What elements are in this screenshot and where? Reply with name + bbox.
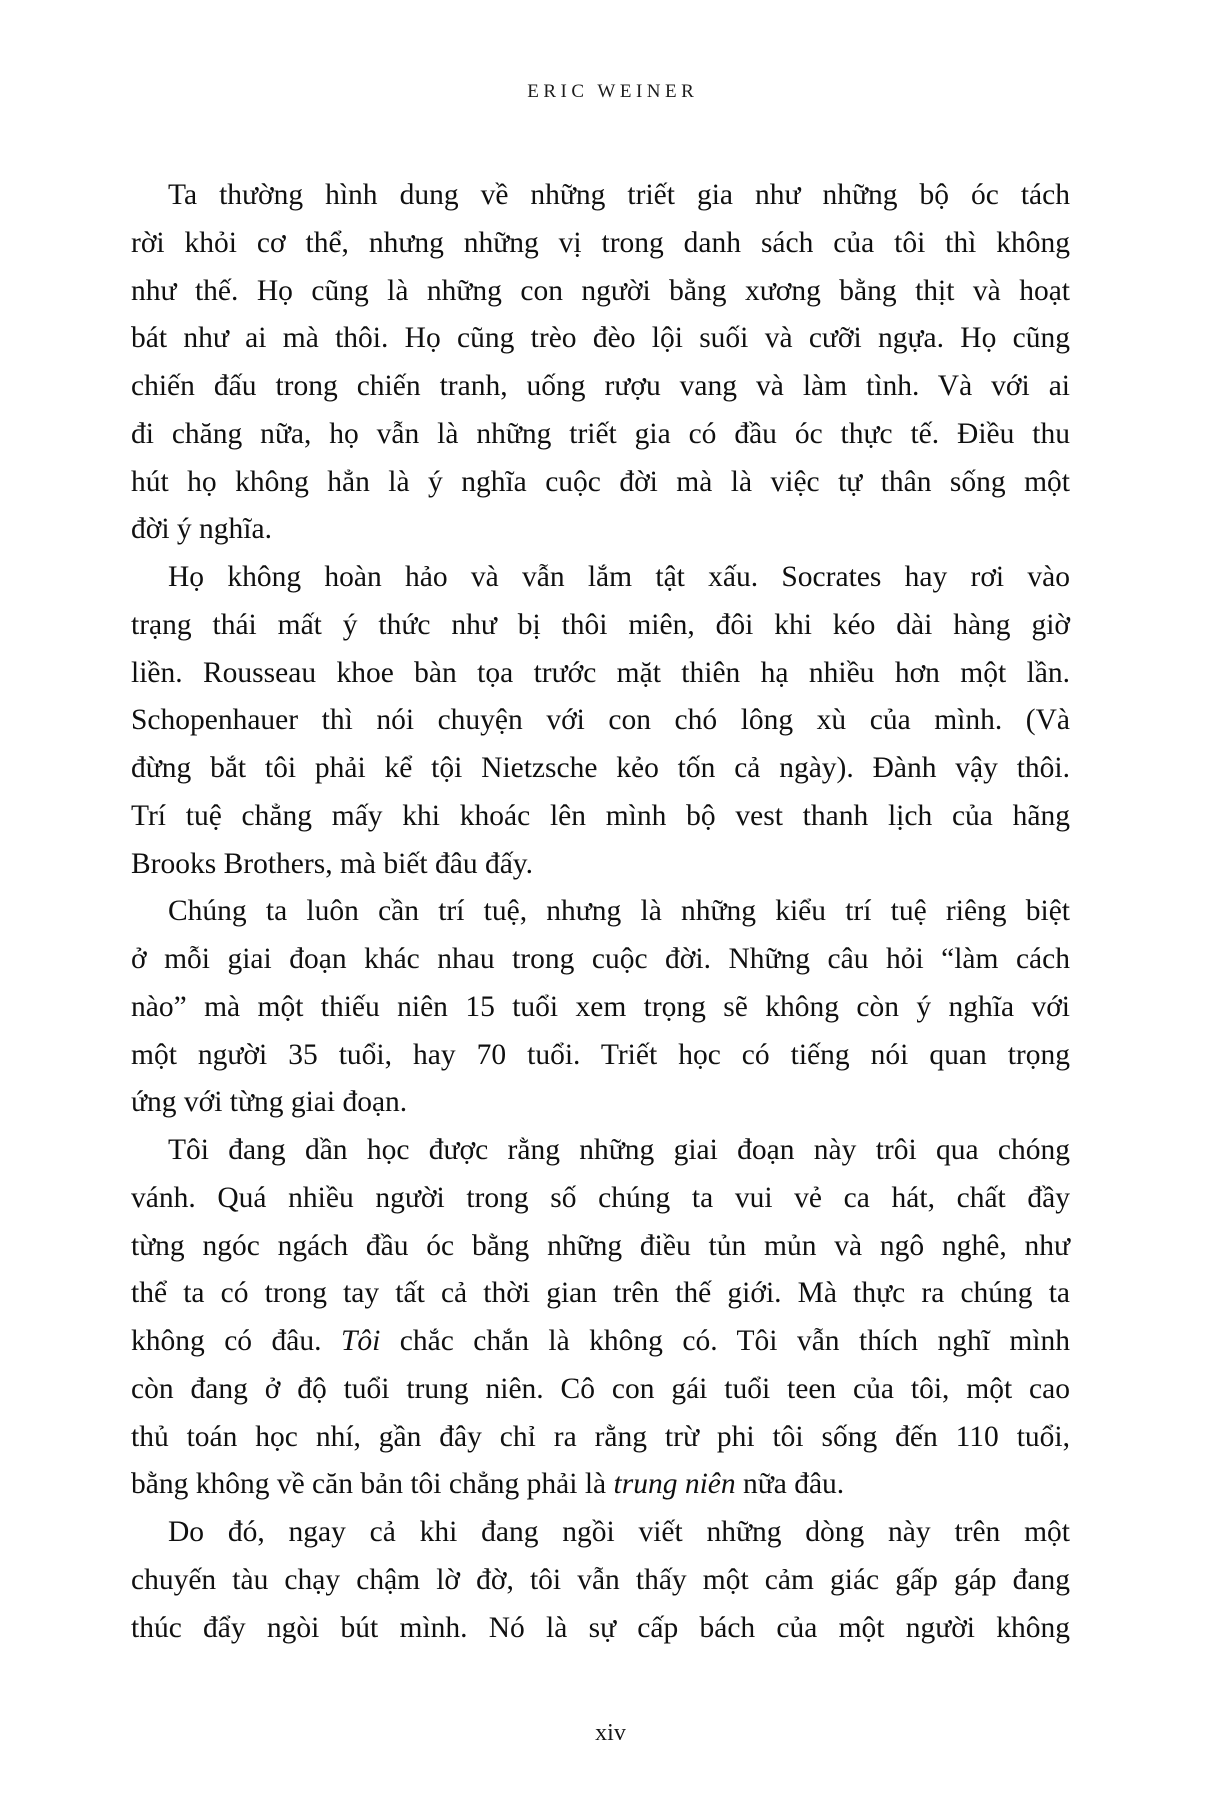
text-line: [131, 1414, 1070, 1462]
text-segment: Tôi đang dần học được rằng những giai đoạn này trôi qua chóng: [168, 1134, 1070, 1166]
text-line: [131, 1079, 1070, 1127]
paragraph: [131, 172, 1070, 554]
text-line: [131, 697, 1070, 745]
text-line: [131, 650, 1070, 698]
text-line: [131, 1557, 1070, 1605]
paragraph: [131, 1127, 1070, 1509]
text-line: [131, 1032, 1070, 1080]
text-segment: bát như ai mà thôi. Họ cũng trèo đèo lội suối và cưỡi ngựa. Họ cũng: [131, 322, 1070, 355]
text-segment: từng ngóc ngách đầu óc bằng những điều tủn mủn và ngô nghê, như: [131, 1229, 1070, 1262]
text-line: [131, 602, 1070, 650]
text-segment: chắc chắn là không có. Tôi vẫn thích nghĩ mình: [380, 1325, 1071, 1357]
text-segment: trạng thái mất ý thức như bị thôi miên, đôi khi kéo dài hàng giờ: [131, 608, 1070, 641]
text-line: [131, 411, 1070, 459]
italic-text-segment: Tôi: [340, 1325, 381, 1357]
text-line: [131, 745, 1070, 793]
running-header: ERIC WEINER: [527, 81, 699, 102]
text-line: [131, 984, 1070, 1032]
text-segment: Chúng ta luôn cần trí tuệ, nhưng là những kiểu trí tuệ riêng biệt: [168, 895, 1070, 928]
text-segment: chuyến tàu chạy chậm lờ đờ, tôi vẫn thấy một cảm giác gấp gáp đang: [131, 1563, 1070, 1596]
text-line: [131, 506, 1070, 554]
italic-text-segment: trung niên: [613, 1468, 736, 1501]
text-segment: ứng với từng giai đoạn.: [131, 1086, 408, 1119]
text-line: [131, 1223, 1070, 1271]
text-segment: vánh. Quá nhiều người trong số chúng ta vui vẻ ca hát, chất đầy: [131, 1181, 1070, 1214]
text-line: [131, 1318, 1070, 1366]
text-segment: liền. Rousseau khoe bàn tọa trước mặt thiên hạ nhiều hơn một lần.: [131, 656, 1070, 689]
text-segment: thủ toán học nhí, gần đây chỉ ra rằng trừ phi tôi sống đến 110 tuổi,: [131, 1420, 1070, 1453]
page-number: xiv: [595, 1720, 626, 1746]
text-segment: không có đâu.: [131, 1325, 341, 1357]
text-segment: ở mỗi giai đoạn khác nhau trong cuộc đời. Những câu hỏi “làm cách: [131, 943, 1070, 975]
text-segment: Schopenhauer thì nói chuyện với con chó lông xù của mình. (Và: [131, 704, 1070, 737]
text-line: [131, 363, 1070, 411]
text-segment: hút họ không hẳn là ý nghĩa cuộc đời mà là việc tự thân sống một: [131, 465, 1070, 498]
text-line: [131, 220, 1070, 268]
text-line: [131, 936, 1070, 984]
text-segment: đừng bắt tôi phải kể tội Nietzsche kẻo tốn cả ngày). Đành vậy thôi.: [131, 752, 1070, 784]
text-line: [131, 459, 1070, 507]
text-segment: Do đó, ngay cả khi đang ngồi viết những dòng này trên một: [168, 1516, 1070, 1548]
text-segment: thúc đẩy ngòi bút mình. Nó là sự cấp bách của một người không: [131, 1611, 1070, 1644]
text-segment: còn đang ở độ tuổi trung niên. Cô con gái tuổi teen của tôi, một cao: [131, 1372, 1070, 1405]
paragraph: [131, 1509, 1070, 1652]
text-line: [131, 1605, 1070, 1653]
paragraph: [131, 554, 1070, 888]
text-block: [131, 172, 1070, 1652]
text-line: [131, 1127, 1070, 1175]
text-line: [131, 1366, 1070, 1414]
text-segment: Họ không hoàn hảo và vẫn lắm tật xấu. Socrates hay rơi vào: [168, 561, 1070, 593]
text-segment: một người 35 tuổi, hay 70 tuổi. Triết học có tiếng nói quan trọng: [131, 1038, 1070, 1071]
paragraph: [131, 888, 1070, 1127]
text-line: [131, 268, 1070, 316]
text-segment: Trí tuệ chẳng mấy khi khoác lên mình bộ vest thanh lịch của hãng: [131, 799, 1070, 832]
text-segment: Brooks Brothers, mà biết đâu đấy.: [131, 847, 533, 880]
text-line: [131, 172, 1070, 220]
text-segment: nữa đâu.: [735, 1468, 845, 1501]
text-line: [131, 841, 1070, 889]
text-segment: nào” mà một thiếu niên 15 tuổi xem trọng sẽ không còn ý nghĩa với: [131, 990, 1070, 1023]
text-line: [131, 1509, 1070, 1557]
text-line: [131, 1270, 1070, 1318]
text-segment: rời khỏi cơ thể, nhưng những vị trong danh sách của tôi thì không: [131, 226, 1070, 259]
text-segment: như thế. Họ cũng là những con người bằng xương bằng thịt và hoạt: [131, 274, 1070, 307]
text-line: [131, 554, 1070, 602]
text-segment: bằng không về căn bản tôi chẳng phải là: [131, 1468, 614, 1501]
text-line: [131, 888, 1070, 936]
text-segment: thể ta có trong tay tất cả thời gian trên thế giới. Mà thực ra chúng ta: [131, 1277, 1070, 1310]
text-line: [131, 1175, 1070, 1223]
text-segment: đời ý nghĩa.: [131, 513, 272, 546]
text-line: [131, 315, 1070, 363]
text-segment: đi chăng nữa, họ vẫn là những triết gia có đầu óc thực tế. Điều thu: [131, 417, 1070, 450]
text-segment: Ta thường hình dung về những triết gia như những bộ óc tách: [168, 179, 1070, 211]
text-line: [131, 1461, 1070, 1509]
text-segment: chiến đấu trong chiến tranh, uống rượu vang và làm tình. Và với ai: [131, 370, 1070, 402]
text-line: [131, 793, 1070, 841]
